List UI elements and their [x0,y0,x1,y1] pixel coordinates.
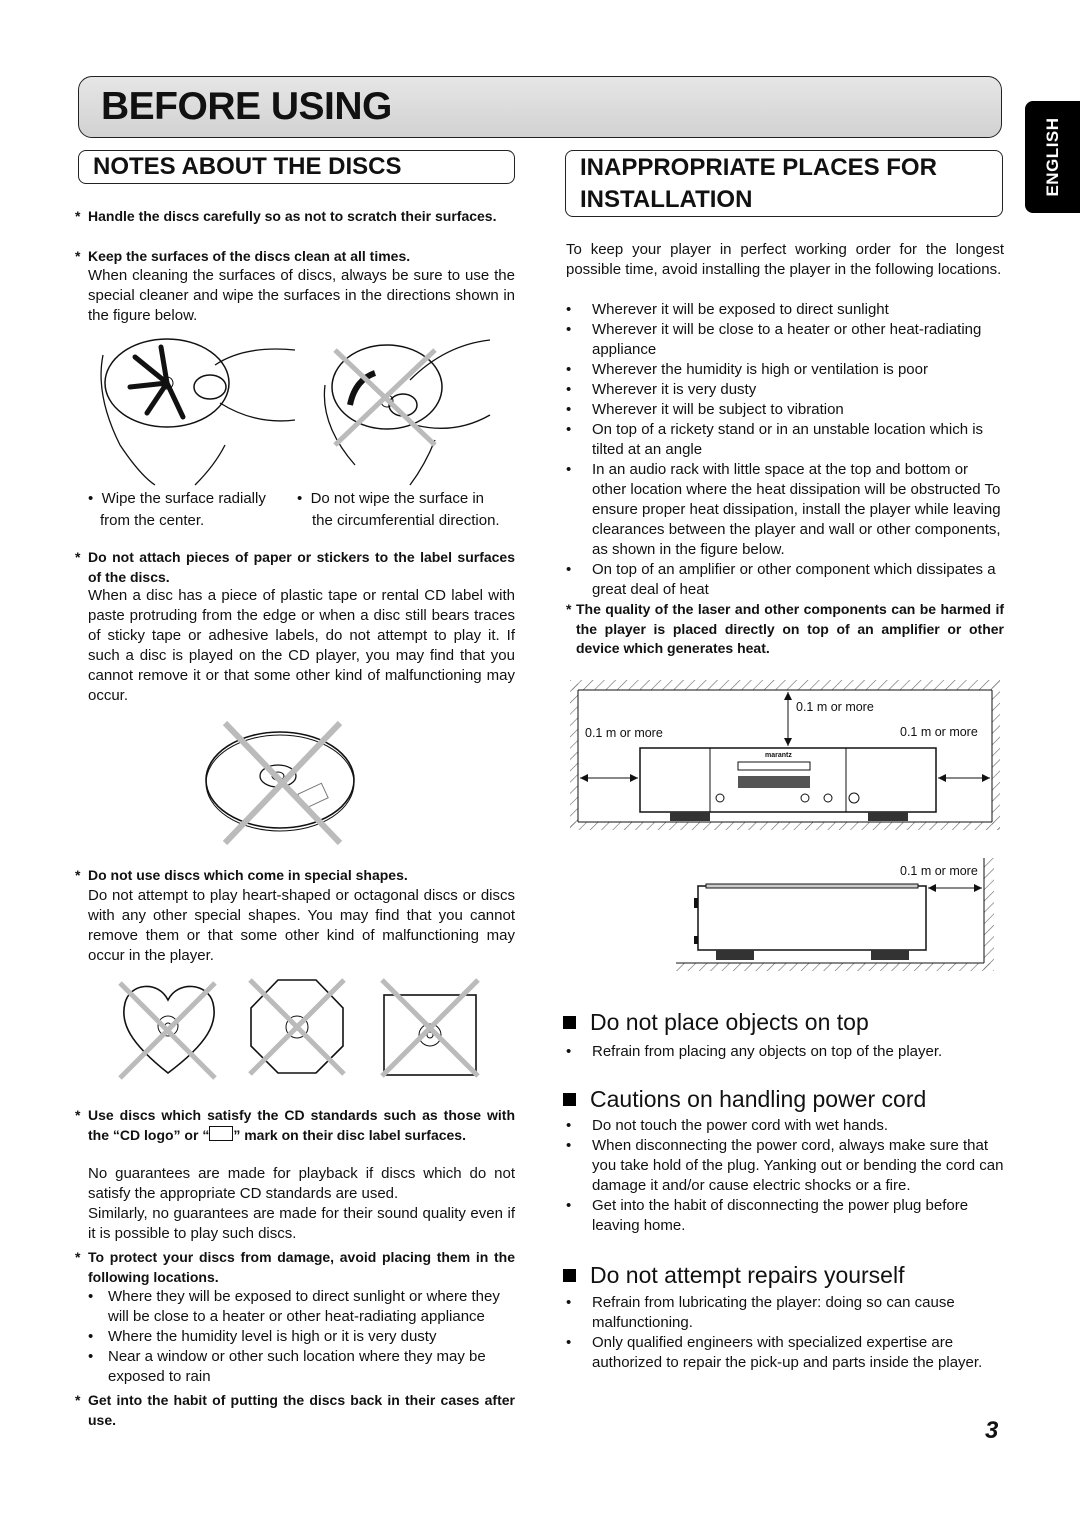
repairs-item: • Refrain from lubricating the player: doing so can cause malfunctioning. [566,1294,955,1331]
objects-item-text: Refrain from placing any objects on top of the player. [592,1043,943,1060]
discs-section-heading [78,150,515,184]
places-item: • Wherever the humidity is high or ventilation is poor [566,361,928,378]
places-item: • Wherever it is very dusty [566,381,757,398]
places-item-text: Wherever it will be close to a heater or other heat-radiating appliance [592,321,982,358]
disc-note-3-title: * Do not attach pieces of paper or stickers to the label surfaces of the discs. [75,549,515,585]
disc-note-5-text-b: ” mark on their disc label surfaces. [233,1126,466,1143]
caption-left-text1: Wipe the surface radially [101,490,266,507]
places-item: • In an audio rack with little space at the top and bottom or other location where the heat dissipation will be obstructed To ensure proper heat dissipation, install the player while leaving clearances between the player and wall or other components, as shown in the figure below. [566,461,1001,558]
square-bullet-icon [563,1093,576,1106]
places-item: • Wherever it will be close to a heater or other heat-radiating appliance [566,321,982,358]
places-item-text: Wherever the humidity is high or ventilation is poor [592,361,928,378]
disc-note-6-item: • Where they will be exposed to direct sunlight or where they will be close to a heater or other heat-radiating appliance [88,1288,500,1325]
power-item: • Get into the habit of disconnecting the power plug before leaving home. [566,1197,969,1234]
disc-note-1-text: Handle the discs carefully so as not to scratch their surfaces. [88,208,497,224]
clearance-right-label: 0.1 m or more [900,725,978,739]
wipe-circular-wrong-illustration [315,335,515,485]
disc-note-3-body: When a disc has a piece of plastic tape or rental CD label with paste protruding from the edge or when a disc still bears traces of sticky tape or adhesive labels, do not attempt to play it. If such a disc is played on the CD player, you may find that you cannot remove it or that some other kind of malfunctioning may occur. [88,587,515,704]
disc-note-6-title-text: To protect your discs from damage, avoid placing them in the following locations. [88,1249,515,1285]
disc-note-6-item: • Where the humidity level is high or it is very dusty [88,1328,437,1345]
places-section-heading [565,150,1003,217]
objects-heading [563,1008,869,1036]
places-warning-text: The quality of the laser and other components can be harmed if the player is placed directly on top of an amplifier or other device which generates heat. [576,601,1004,656]
power-list [566,1116,1004,1236]
page-title-banner [78,76,1002,138]
wipe-radially-illustration [95,335,295,485]
disc-note-6-title: * To protect your discs from damage, avoid placing them in the following locations. [75,1249,515,1285]
power-item: • Do not touch the power cord with wet hands. [566,1117,889,1134]
power-item-text: Get into the habit of disconnecting the power plug before leaving home. [592,1197,969,1234]
power-item-text: When disconnecting the power cord, always make sure that you take hold of the plug. Yanking out or bending the cord can damage it and/or cause electric shocks or a fire. [592,1137,1004,1194]
repairs-item-text: Only qualified engineers with specialized expertise are authorized to repair the pick-up and parts inside the player. [592,1334,983,1371]
discs-heading-text: NOTES ABOUT THE DISCS [93,153,402,180]
heart-shaped-disc-icon [120,978,220,1078]
repairs-item: • Only qualified engineers with specialized expertise are authorized to repair the pick-up and parts inside the player. [566,1334,983,1371]
disc-note-6-item: • Near a window or other such location where they may be exposed to rain [88,1348,486,1385]
places-intro: To keep your player in perfect working order for the longest possible time, avoid installing the player in the following locations. [566,241,1004,278]
places-item: • Wherever it will be exposed to direct sunlight [566,301,889,318]
places-item-text: In an audio rack with little space at the top and bottom or other location where the heat dissipation will be obstructed To ensure proper heat dissipation, install the player while leaving clearances between the player and wall or other components, as shown in the figure below. [592,461,1001,558]
places-item: • On top of an amplifier or other component which dissipates a great deal of heat [566,561,996,598]
power-heading-text: Cautions on handling power cord [590,1086,927,1112]
disc-logo-icon [209,1126,233,1141]
disc-note-5-text-a: Use discs which satisfy the CD standards such as those with the “CD logo” or “ [88,1107,515,1143]
disc-note-1: * Handle the discs carefully so as not to scratch their surfaces. [75,208,497,224]
places-item-text: On top of an amplifier or other component which dissipates a great deal of heat [592,561,996,598]
caption-right-line1: • Do not wipe the surface in [297,490,485,507]
caption-right-text1: Do not wipe the surface in [310,490,485,507]
disc-note-4-title-text: Do not use discs which come in special shapes. [88,867,408,883]
disc-note-2-title-text: Keep the surfaces of the discs clean at all times. [88,248,411,264]
brand-logo: marantz [765,752,792,759]
square-disc-icon [382,980,482,1080]
places-item: • On top of a rickety stand or in an unstable location which is tilted at an angle [566,421,984,458]
places-item-text: Wherever it will be exposed to direct sunlight [592,301,889,318]
disc-note-3-title-text: Do not attach pieces of paper or stickers to the label surfaces of the discs. [88,549,515,585]
objects-item: • Refrain from placing any objects on top of the player. [566,1043,943,1060]
disc-note-7: * Get into the habit of putting the discs back in their cases after use. [75,1392,515,1428]
page-number: 3 [985,1417,999,1444]
disc-note-6-item-text: Near a window or other such location where they may be exposed to rain [108,1348,486,1385]
language-tab-label: ENGLISH [1042,117,1062,197]
places-heading-line1: INAPPROPRIATE PLACES FOR [580,154,937,181]
disc-note-5-title: * Use discs which satisfy the CD standards such as those with the “CD logo” or “ ” mark on their disc label surfaces. [75,1107,515,1143]
disc-note-6-item-text: Where the humidity level is high or it is very dusty [108,1328,437,1345]
disc-note-2-body: When cleaning the surfaces of discs, always be sure to use the special cleaner and wipe the surfaces in the directions shown in the figure below. [88,267,515,324]
clearance-side-label: 0.1 m or more [900,864,978,878]
places-item-text: Wherever it will be subject to vibration [592,401,844,418]
disc-note-4-body: Do not attempt to play heart-shaped or octagonal discs or discs with any other special shapes. You may find that you cannot remove them or that some other kind of malfunctioning may occur in the player. [88,887,515,964]
places-heading-line2: INSTALLATION [580,186,753,213]
objects-heading-text: Do not place objects on top [590,1009,869,1035]
disc-with-sticker-illustration [200,718,360,848]
square-bullet-icon [563,1269,576,1282]
clearance-left-label: 0.1 m or more [585,726,663,740]
disc-note-7-text: Get into the habit of putting the discs back in their cases after use. [88,1392,515,1428]
places-item-text: Wherever it is very dusty [592,381,757,398]
repairs-list [566,1293,1004,1373]
places-item-text: On top of a rickety stand or in an unstable location which is tilted at an angle [592,421,984,458]
page-title: BEFORE USING [101,85,392,128]
disc-note-6-item-text: Where they will be exposed to direct sunlight or where they will be close to a heater or other heat-radiating appliance [108,1288,500,1325]
repairs-heading-text: Do not attempt repairs yourself [590,1262,905,1288]
power-item-text: Do not touch the power cord with wet hands. [592,1117,889,1134]
clearance-top-label: 0.1 m or more [796,700,874,714]
disc-note-5-body2: Similarly, no guarantees are made for their sound quality even if it is possible to play such discs. [88,1205,515,1242]
caption-right-line2: the circumferential direction. [312,512,500,529]
caption-left-line1: • Wipe the surface radially [88,490,266,507]
caption-left-line2: from the center. [100,512,205,529]
octagonal-disc-icon [248,978,348,1078]
disc-note-4-title: * Do not use discs which come in special shapes. [75,867,408,883]
disc-note-2-title: * Keep the surfaces of the discs clean at all times. [75,248,411,264]
places-warning: * The quality of the laser and other components can be harmed if the player is placed directly on top of an amplifier or other device which generates heat. [566,601,1004,656]
disc-note-5-body1: No guarantees are made for playback if discs which do not satisfy the appropriate CD standards are used. [88,1165,515,1202]
power-item: • When disconnecting the power cord, always make sure that you take hold of the plug. Yanking out or bending the cord can damage it and/or cause electric shocks or a fire. [566,1137,1004,1194]
language-tab [1025,101,1080,213]
repairs-heading [563,1261,904,1289]
repairs-item-text: Refrain from lubricating the player: doing so can cause malfunctioning. [592,1294,955,1331]
square-bullet-icon [563,1016,576,1029]
places-item: • Wherever it will be subject to vibration [566,401,844,418]
power-heading [563,1085,926,1113]
places-list [566,300,1004,600]
